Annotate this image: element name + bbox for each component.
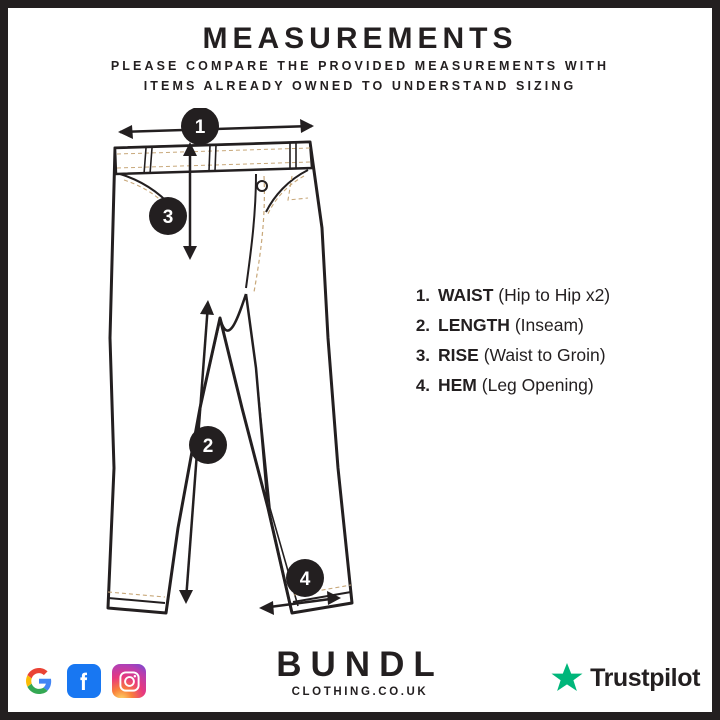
legend-detail-1: (Hip to Hip x2) — [498, 285, 611, 305]
callout-1-label: 1 — [194, 117, 206, 138]
legend-item-length — [400, 315, 690, 336]
frame-border-left — [0, 0, 8, 720]
legend-number-3: 3. — [415, 346, 430, 365]
social-links — [22, 664, 146, 698]
legend-text-2 — [438, 315, 584, 336]
legend-text-1 — [438, 285, 610, 306]
frame-border-top — [0, 0, 720, 8]
legend-detail-2: (Inseam) — [514, 315, 584, 335]
legend-detail-3: (Waist to Groin) — [483, 345, 606, 365]
legend-text-3 — [438, 345, 606, 366]
google-icon[interactable] — [22, 664, 56, 698]
legend-number-2: 2. — [415, 316, 430, 335]
legend-number-4: 4. — [415, 376, 430, 395]
legend-name-4: HEM — [438, 375, 477, 395]
callout-4-label: 4 — [299, 569, 311, 590]
legend-name-3: RISE — [438, 345, 479, 365]
callout-2-label: 2 — [202, 436, 214, 457]
legend-item-rise — [400, 345, 690, 366]
subtitle-line-1: PLEASE COMPARE THE PROVIDED MEASUREMENTS WITH — [110, 59, 610, 73]
instagram-icon[interactable] — [112, 664, 146, 698]
frame-border-right — [712, 0, 720, 720]
subtitle-line-2: ITEMS ALREADY OWNED TO UNDERSTAND SIZING — [143, 79, 577, 93]
legend-number-1: 1. — [415, 286, 430, 305]
trustpilot-label: Trustpilot — [590, 663, 700, 692]
callout-3 — [149, 197, 187, 235]
callout-3-label: 3 — [162, 207, 174, 228]
legend-text-4 — [438, 375, 594, 396]
legend-item-hem — [400, 375, 690, 396]
page-subtitle — [60, 56, 660, 96]
jeans-diagram — [60, 108, 390, 628]
callout-1 — [181, 108, 219, 145]
page-title: MEASUREMENTS — [202, 22, 518, 55]
frame-border-bottom — [0, 712, 720, 720]
brand-name: BUNDL — [276, 645, 444, 684]
trustpilot-logo — [551, 662, 700, 694]
legend-name-1: WAIST — [438, 285, 494, 305]
trustpilot-star-icon — [551, 662, 583, 694]
facebook-icon[interactable] — [67, 664, 101, 698]
legend-item-waist — [400, 285, 690, 306]
callout-4 — [286, 559, 324, 597]
callout-2 — [189, 426, 227, 464]
legend-detail-4: (Leg Opening) — [481, 375, 594, 395]
brand-domain: CLOTHING.CO.UK — [291, 686, 429, 698]
legend-name-2: LENGTH — [438, 315, 510, 335]
jeans-illustration — [108, 142, 352, 613]
measurement-legend — [400, 285, 690, 405]
